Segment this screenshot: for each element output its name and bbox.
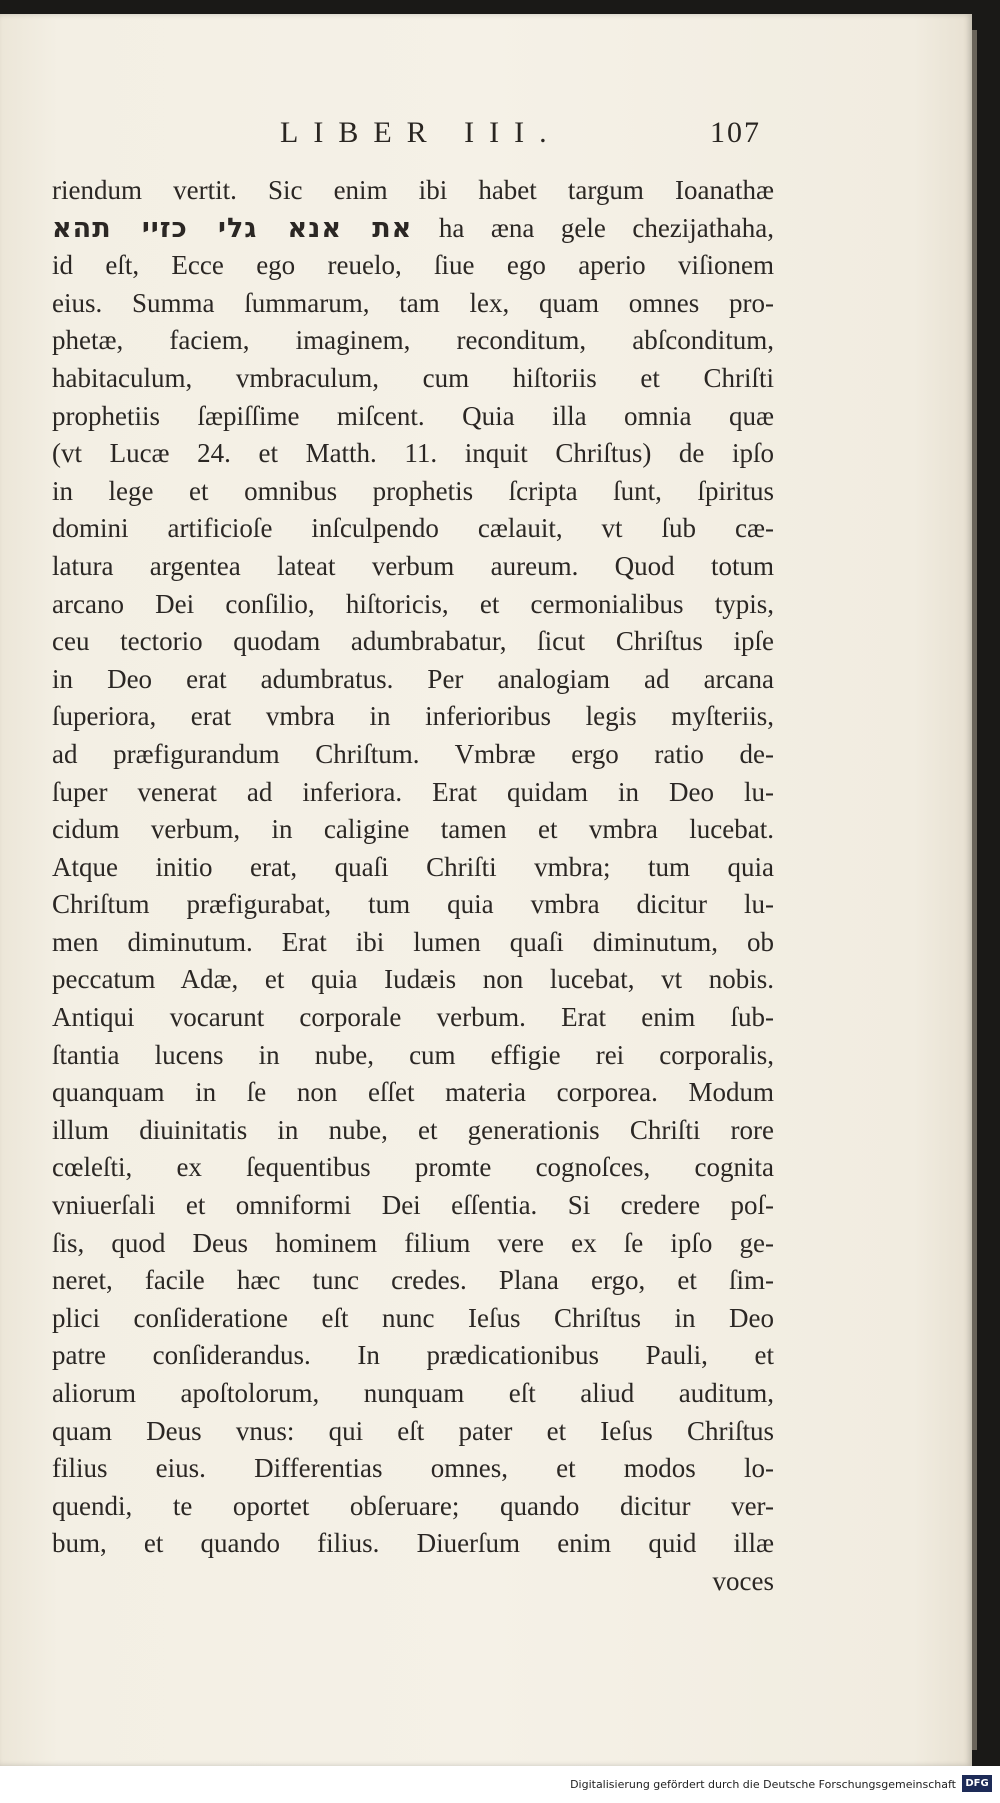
text-line: ſuper venerat ad inferiora. Erat quidam in Deo lu- — [52, 776, 774, 807]
text-line: eius. Summa ſummarum, tam lex, quam omnes pro- — [52, 287, 774, 318]
text-line: vniuerſali et omniformi Dei eſſentia. Si credere poſ- — [52, 1190, 774, 1221]
text-line: cidum verbum, in caligine tamen et vmbra lucebat. — [52, 814, 774, 845]
digitization-footer — [0, 1766, 1000, 1803]
text-line: patre conſiderandus. In prædicationibus Pauli, et — [52, 1340, 774, 1371]
text-line: aliorum apoſtolorum, nunquam eſt aliud auditum, — [52, 1378, 774, 1408]
text-line: ſis, quod Deus hominem filium vere ex ſe ipſo ge- — [52, 1227, 774, 1258]
page-number: 107 — [710, 116, 761, 149]
text-line: plici conſideratione eſt nunc Ieſus Chriſtus in Deo — [52, 1302, 774, 1333]
text-line: id eſt, Ecce ego reuelo, ſiue ego aperio viſionem — [52, 250, 774, 281]
text-line: peccatum Adæ, et quia Iudæis non lucebat, vt nobis. — [52, 964, 774, 995]
page-edge — [972, 30, 977, 1750]
text-line: ceu tectorio quodam adumbrabatur, ſicut Chriſtus ipſe — [52, 626, 774, 657]
text-line: Atque initio erat, quaſi Chriſti vmbra; tum quia — [52, 851, 774, 882]
text-line: quam Deus vnus: qui eſt pater et Ieſus Chriſtus — [52, 1415, 774, 1446]
text-line: quanquam in ſe non eſſet materia corporea. Modum — [52, 1077, 774, 1108]
text-line: ad præfigurandum Chriſtum. Vmbræ ergo ratio de- — [52, 738, 774, 769]
text-line: neret, facile hæc tunc credes. Plana ergo, et ſim- — [52, 1265, 774, 1296]
catchword: voces — [712, 1565, 774, 1596]
text-line: habitaculum, vmbraculum, cum hiſtoriis et Chriſti — [52, 362, 774, 393]
dfg-logo: DFG — [962, 1775, 992, 1792]
text-line: (vt Lucæ 24. et Matth. 11. inquit Chriſtus) de ipſo — [52, 438, 774, 469]
text-line: riendum vertit. Sic enim ibi habet targum Ioanathæ — [52, 175, 774, 205]
body-text — [52, 172, 774, 1601]
text-line: prophetiis ſæpiſſime miſcent. Quia illa omnia quæ — [52, 400, 774, 431]
text-line: in Deo erat adumbratus. Per analogiam ad arcana — [52, 663, 774, 694]
text-line: domini artificioſe inſculpendo cælauit, vt ſub cæ- — [52, 513, 774, 544]
text-line: men diminutum. Erat ibi lumen quaſi diminutum, ob — [52, 926, 774, 957]
running-header — [0, 102, 972, 162]
funding-note: Digitalisierung gefördert durch die Deutsche Forschungsgemeinschaft — [570, 1778, 956, 1791]
book-page — [0, 14, 972, 1766]
text-line: Chriſtum præfigurabat, tum quia vmbra dicitur lu- — [52, 889, 774, 920]
text-line: Antiqui vocarunt corporale verbum. Erat enim ſub- — [52, 1002, 774, 1033]
text-line: bum, et quando filius. Diuerſum enim quid illæ — [52, 1528, 774, 1559]
text-line: arcano Dei conſilio, hiſtoricis, et cermonialibus typis, — [52, 588, 774, 619]
text-line: את אנא גלי כזיי תהא ha æna gele chezijathaha, — [52, 212, 775, 244]
text-line: cœleſti, ex ſequentibus promte cognoſces, cognita — [52, 1152, 774, 1183]
text-line: in lege et omnibus prophetis ſcripta ſunt, ſpiritus — [52, 475, 774, 506]
text-line: ſuperiora, erat vmbra in inferioribus legis myſteriis, — [52, 701, 774, 732]
text-line: phetæ, faciem, imaginem, reconditum, abſconditum, — [52, 325, 774, 356]
text-line: quendi, te oportet obſeruare; quando dicitur ver- — [52, 1490, 774, 1521]
text-line: ſtantia lucens in nube, cum effigie rei corporalis, — [52, 1039, 774, 1070]
hebrew-quotation: את אנא גלי כזיי תהא — [52, 212, 413, 244]
running-title: LIBER III. — [280, 116, 562, 149]
text-line: illum diuinitatis in nube, et generationis Chriſti rore — [52, 1114, 774, 1145]
text-line: latura argentea lateat verbum aureum. Quod totum — [52, 550, 774, 581]
text-line: filius eius. Differentias omnes, et modos lo- — [52, 1453, 774, 1484]
